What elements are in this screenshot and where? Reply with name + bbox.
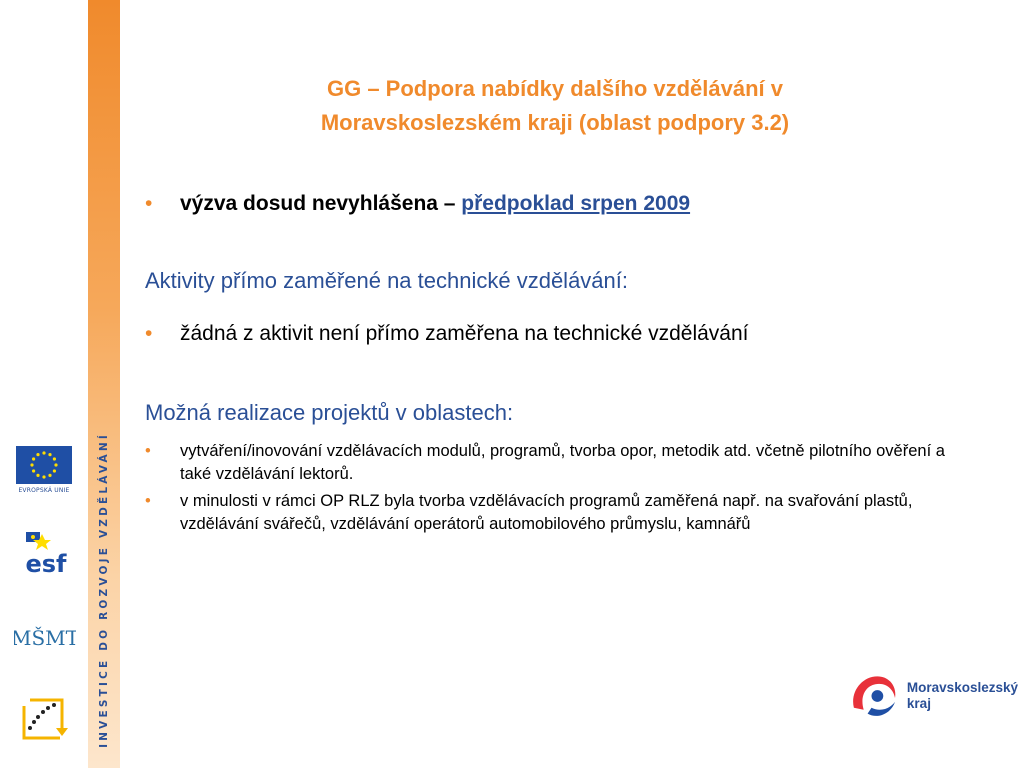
kraj-logo-text bbox=[907, 680, 1018, 712]
eu-flag-icon bbox=[16, 446, 72, 484]
eu-caption: EVROPSKÁ UNIE bbox=[18, 487, 70, 494]
activities-heading: Aktivity přímo zaměřené na technické vzdělávání: bbox=[145, 268, 629, 293]
msmt-logo bbox=[14, 612, 76, 662]
possible-projects-heading: Možná realizace projektů v oblastech: bbox=[145, 400, 514, 425]
expected-date-link[interactable]: předpoklad srpen 2009 bbox=[461, 192, 691, 215]
bullet-dot: • bbox=[145, 322, 153, 345]
esf-logo bbox=[20, 530, 72, 576]
slide-title bbox=[190, 72, 920, 140]
moravskoslezsky-kraj-logo bbox=[848, 668, 1018, 724]
arrow-emblem-logo bbox=[18, 690, 68, 742]
esf-logo-text: esf bbox=[25, 550, 67, 576]
msmt-logo-icon bbox=[14, 612, 76, 662]
slide-title-line2: Moravskoslezském kraji (oblast podpory 3.2) bbox=[320, 110, 790, 135]
eu-logo bbox=[16, 446, 72, 496]
esf-logo-icon bbox=[20, 530, 72, 576]
modules-text: vytváření/inovování vzdělávacích modulů, programů, tvorba opor, metodik atd. včetně pilotního ověření a také vzdělávání lektorů. bbox=[180, 442, 945, 483]
sidebar bbox=[0, 0, 120, 768]
slide-title-line1: GG – Podpora nabídky dalšího vzdělávání v bbox=[326, 76, 784, 101]
kraj-logo-line1: Moravskoslezský bbox=[906, 680, 1018, 695]
call-status-text: výzva dosud nevyhlášena – bbox=[180, 192, 462, 215]
kraj-emblem-icon bbox=[848, 670, 899, 722]
kraj-logo-line2: kraj bbox=[906, 696, 931, 711]
dotted-arrow-icon bbox=[18, 690, 68, 742]
no-activities-text: žádná z aktivit není přímo zaměřena na technické vzdělávání bbox=[180, 322, 749, 345]
bullet-dot: • bbox=[145, 192, 153, 215]
bullet-modules bbox=[145, 440, 945, 486]
bullet-past-programs bbox=[145, 490, 945, 536]
past-programs-text: v minulosti v rámci OP RLZ byla tvorba vzdělávacích programů zaměřená např. na svařování plastů, vzdělávání svářečů, vzdělávání operátorů automobilového průmyslu, kamnářů bbox=[180, 492, 913, 533]
bullet-dot: • bbox=[145, 492, 151, 510]
bullet-call-status bbox=[145, 192, 690, 216]
msmt-logo-text: MŠMT bbox=[14, 626, 76, 650]
bullet-dot: • bbox=[145, 442, 151, 460]
sidebar-vertical-text: INVESTICE DO ROZVOJE VZDĚLÁVÁNÍ bbox=[98, 432, 110, 748]
bullet-no-activities bbox=[145, 322, 748, 346]
